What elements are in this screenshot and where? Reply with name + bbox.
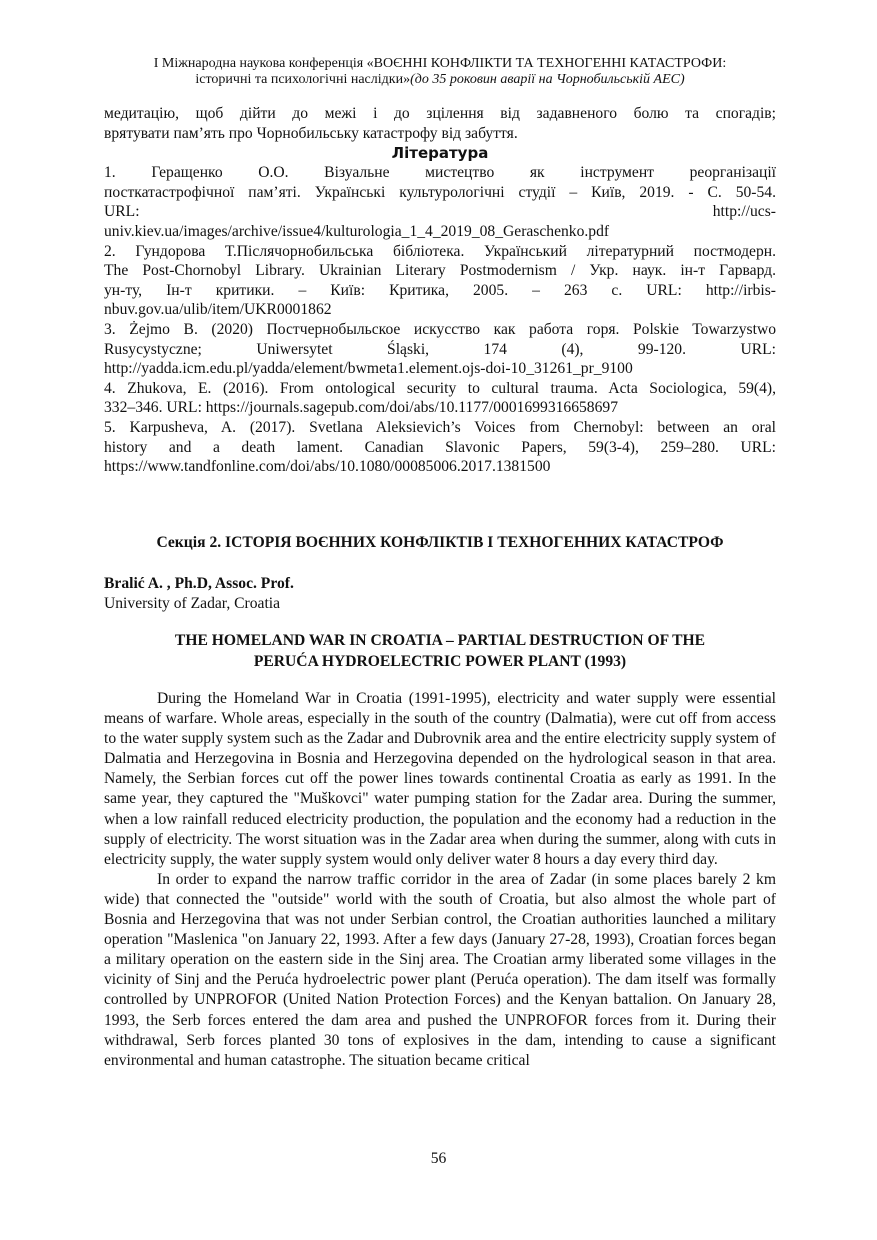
reference-4-line-1: 4. Zhukova, E. (2016). From ontological security to cultural trauma. Acta Sociologica, 59(4),: [104, 379, 776, 397]
references-block: [104, 104, 776, 477]
reference-2: [104, 242, 776, 320]
header-line-2-italic: (до 35 роковин аварії на Чорнобильській АЕС): [410, 72, 685, 87]
header-line-2: [100, 72, 780, 88]
reference-5-line-2: history and a death lament. Canadian Slavonic Papers, 59(3-4), 259–280. URL:: [104, 438, 776, 456]
reference-1-url-label: URL:: [104, 203, 140, 221]
reference-2-line-2: The Post-Chornobyl Library. Ukrainian Literary Postmodernism / Укр. наук. ін-т Гарвард.: [104, 262, 776, 280]
header-line-1: І Міжнародна наукова конференція «ВОЄННІ КОНФЛІКТИ ТА ТЕХНОГЕННІ КАТАСТРОФИ:: [153, 56, 727, 71]
reference-1-line-2: посткатастрофічної пам’яті. Українські культурологічні студії – Київ, 2019. - С. 50-54.: [104, 183, 776, 201]
paper-title-line-2: PERUĆA HYDROELECTRIC POWER PLANT (1993): [253, 653, 627, 670]
reference-4: [104, 379, 776, 418]
reference-2-line-1: 2. Гундорова Т.Післячорнобильська бібліотека. Український літературний постмодерн.: [104, 242, 776, 260]
running-header: [100, 56, 780, 88]
reference-1-line-3: [104, 202, 776, 222]
reference-3: [104, 320, 776, 379]
author-block: [104, 574, 776, 614]
intro-line-2: врятувати пам’ять про Чорнобильську катастрофу від забуття.: [104, 124, 518, 142]
reference-3-line-3: http://yadda.icm.edu.pl/yadda/element/bwmeta1.element.ojs-doi-10_31261_pr_9100: [104, 360, 633, 378]
page-number: 56: [430, 1150, 447, 1167]
intro-line-1: медитацію, щоб дійти до межі і до зцілення від задавненого болю та спогадів;: [104, 105, 776, 122]
reference-1-line-1: 1. Геращенко О.О. Візуальне мистецтво як інструмент реорганізації: [104, 164, 776, 182]
reference-5-line-1: 5. Karpusheva, A. (2017). Svetlana Aleksievich’s Voices from Chernobyl: between an oral: [104, 418, 776, 436]
paragraph-2: In order to expand the narrow traffic corridor in the area of Zadar (in some places barely 2 km wide) that connected the "outside" world with the south of Croatia, but also almost the whole part of Bosnia and Herzegovina that was not under Serbian control, the Croatian authorities launched a military operation "Maslenica "on January 22, 1993. After a few days (January 27-28, 1993), Croatian forces began a military operation on the eastern side in the Sinj area. The Croatian army liberated some villages in the vicinity of Sinj and the Peruća hydroelectric power plant (Peruća operation). The dam itself was formally controlled by UNPROFOR (United Nation Protection Forces) and the Kenyan battalion. On January 28, 1993, the Serb forces entered the dam area and pushed the UNPROFOR forces from it. During their withdrawal, Serb forces planted 30 tons of explosives in the dam, intending to cause a significant environmental and human catastrophe. The situation became critical: [104, 870, 776, 1069]
author-name: Bralić A. , Ph.D, Assoc. Prof.: [104, 575, 294, 592]
section-title: Секція 2. ІСТОРІЯ ВОЄННИХ КОНФЛІКТІВ І ТЕХНОГЕННИХ КАТАСТРОФ: [156, 534, 724, 551]
paper-title-line-1: THE HOMELAND WAR IN CROATIA – PARTIAL DESTRUCTION OF THE: [174, 632, 706, 649]
reference-3-line-2: Rusycystyczne; Uniwersytet Śląski, 174 (4), 99-120. URL:: [104, 340, 776, 358]
reference-5-line-3: https://www.tandfonline.com/doi/abs/10.1080/00085006.2017.1381500: [104, 458, 551, 476]
paragraph-1: During the Homeland War in Croatia (1991-1995), electricity and water supply were essential means of warfare. Whole areas, especially in the south of the country (Dalmatia), were cut off from access to the water supply system such as the Zadar and Dubrovnik area and the entire electricity supply system of Dalmatia and Herzegovina in Bosnia and Herzegovina depended on the hydrological season in that area. Namely, the Serbian forces cut off the power lines towards continental Croatia as early as 1991. In the same year, they captured the "Muškovci" water pumping station for the Zadar area. During the summer, when a low rainfall reduced electricity production, the population and the economy had a reduction in the supply of electricity. The worst situation was in the Zadar area when during the summer, along with cuts in electricity supply, the water supply system would only deliver water 8 hours a day every third day.: [104, 690, 776, 868]
reference-1-line-4: univ.kiev.ua/images/archive/issue4/kulturologia_1_4_2019_08_Geraschenko.pdf: [104, 222, 610, 240]
reference-4-line-2: 332–346. URL: https://journals.sagepub.com/doi/abs/10.1177/0001699316658697: [104, 399, 618, 417]
references-title: Література: [391, 144, 489, 163]
reference-5: [104, 418, 776, 477]
article-body: [104, 689, 776, 1071]
paper-title: [104, 630, 776, 672]
reference-3-line-1: 3. Żejmo B. (2020) Постчернобыльское искусство как работа горя. Polskie Towarzystwo: [104, 320, 776, 338]
header-line-2-plain: історичні та психологічні наслідки»: [195, 72, 411, 87]
reference-1: [104, 163, 776, 241]
author-affiliation: University of Zadar, Croatia: [104, 595, 281, 612]
reference-2-line-4: nbuv.gov.ua/ulib/item/UKR0001862: [104, 301, 332, 319]
reference-2-line-3: ун-ту, Ін-т критики. – Київ: Критика, 2005. – 263 с. URL: http://irbis-: [104, 281, 776, 299]
reference-1-url-start: http://ucs-: [712, 203, 776, 221]
